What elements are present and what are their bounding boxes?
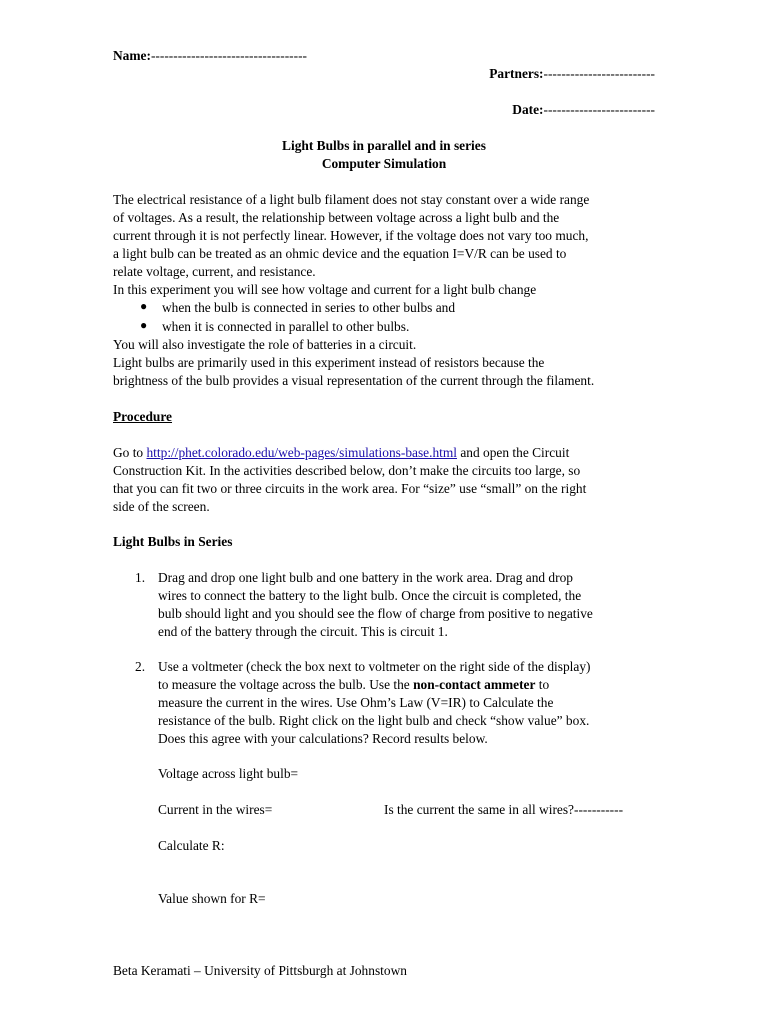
- procedure-line: side of the screen.: [113, 499, 210, 514]
- footer-author: Beta Keramati – University of Pittsburgh at Johnstown: [113, 963, 407, 978]
- value-shown-label: Value shown for R=: [158, 891, 266, 906]
- voltage-label: Voltage across light bulb=: [158, 766, 299, 781]
- current-same-question: Is the current the same in all wires?-----------: [384, 802, 624, 817]
- partners-label: Partners:: [489, 66, 544, 81]
- procedure-heading: Procedure: [113, 409, 173, 424]
- date-blank: -------------------------: [543, 102, 655, 117]
- procedure-line: [113, 444, 569, 462]
- goto-suffix: and open the Circuit: [457, 445, 570, 460]
- intro-line: Light bulbs are primarily used in this experiment instead of resistors because the: [113, 355, 545, 370]
- title-line-1: Light Bulbs in parallel and in series: [282, 138, 486, 153]
- step-number: 2.: [135, 659, 146, 674]
- date-label: Date:: [512, 102, 544, 117]
- name-blank: -----------------------------------: [150, 48, 308, 63]
- step-line: measure the current in the wires. Use Ohm’s Law (V=IR) to Calculate the: [158, 695, 554, 710]
- procedure-line: Construction Kit. In the activities described below, don’t make the circuits too large, so: [113, 463, 581, 478]
- step-line: [158, 676, 549, 694]
- step-number: 1.: [135, 570, 146, 585]
- partners-field: [489, 65, 655, 83]
- simulations-link[interactable]: http://phet.colorado.edu/web-pages/simulations-base.html: [146, 445, 458, 460]
- bullet-item: when it is connected in parallel to other bulbs.: [162, 319, 410, 334]
- intro-line: You will also investigate the role of batteries in a circuit.: [113, 337, 417, 352]
- date-field: [512, 101, 655, 119]
- step-line: end of the battery through the circuit. This is circuit 1.: [158, 624, 448, 639]
- step-line: wires to connect the battery to the light bulb. Once the circuit is completed, the: [158, 588, 582, 603]
- title-line-2: Computer Simulation: [321, 156, 447, 171]
- intro-line: current through it is not perfectly linear. However, if the voltage does not vary too much,: [113, 228, 589, 243]
- bullet-icon: ●: [140, 318, 148, 332]
- non-contact-ammeter-term: non-contact ammeter: [413, 677, 536, 692]
- step-line: Drag and drop one light bulb and one battery in the work area. Drag and drop: [158, 570, 573, 585]
- intro-line: In this experiment you will see how voltage and current for a light bulb change: [113, 282, 537, 297]
- step-line: Does this agree with your calculations? Record results below.: [158, 731, 488, 746]
- procedure-line: that you can fit two or three circuits in the work area. For “size” use “small” on the right: [113, 481, 587, 496]
- partners-blank: -------------------------: [543, 66, 655, 81]
- current-label: Current in the wires=: [158, 802, 273, 817]
- intro-line: of voltages. As a result, the relationship between voltage across a light bulb and the: [113, 210, 560, 225]
- step-line: bulb should light and you should see the flow of charge from positive to negative: [158, 606, 593, 621]
- intro-line: brightness of the bulb provides a visual representation of the current through the filament.: [113, 373, 595, 388]
- step-text: to measure the voltage across the bulb. Use the: [158, 677, 414, 692]
- calculate-r-label: Calculate R:: [158, 838, 225, 853]
- intro-line: relate voltage, current, and resistance.: [113, 264, 316, 279]
- goto-prefix: Go to: [113, 445, 147, 460]
- series-heading: Light Bulbs in Series: [113, 534, 233, 549]
- bullet-item: when the bulb is connected in series to other bulbs and: [162, 300, 456, 315]
- step-line: Use a voltmeter (check the box next to voltmeter on the right side of the display): [158, 659, 591, 674]
- step-text: to: [535, 677, 550, 692]
- step-line: resistance of the bulb. Right click on the light bulb and check “show value” box.: [158, 713, 590, 728]
- name-label: Name:: [113, 48, 151, 63]
- intro-line: The electrical resistance of a light bulb filament does not stay constant over a wide range: [113, 192, 590, 207]
- intro-line: a light bulb can be treated as an ohmic device and the equation I=V/R can be used to: [113, 246, 567, 261]
- name-field: [113, 47, 307, 65]
- bullet-icon: ●: [140, 299, 148, 313]
